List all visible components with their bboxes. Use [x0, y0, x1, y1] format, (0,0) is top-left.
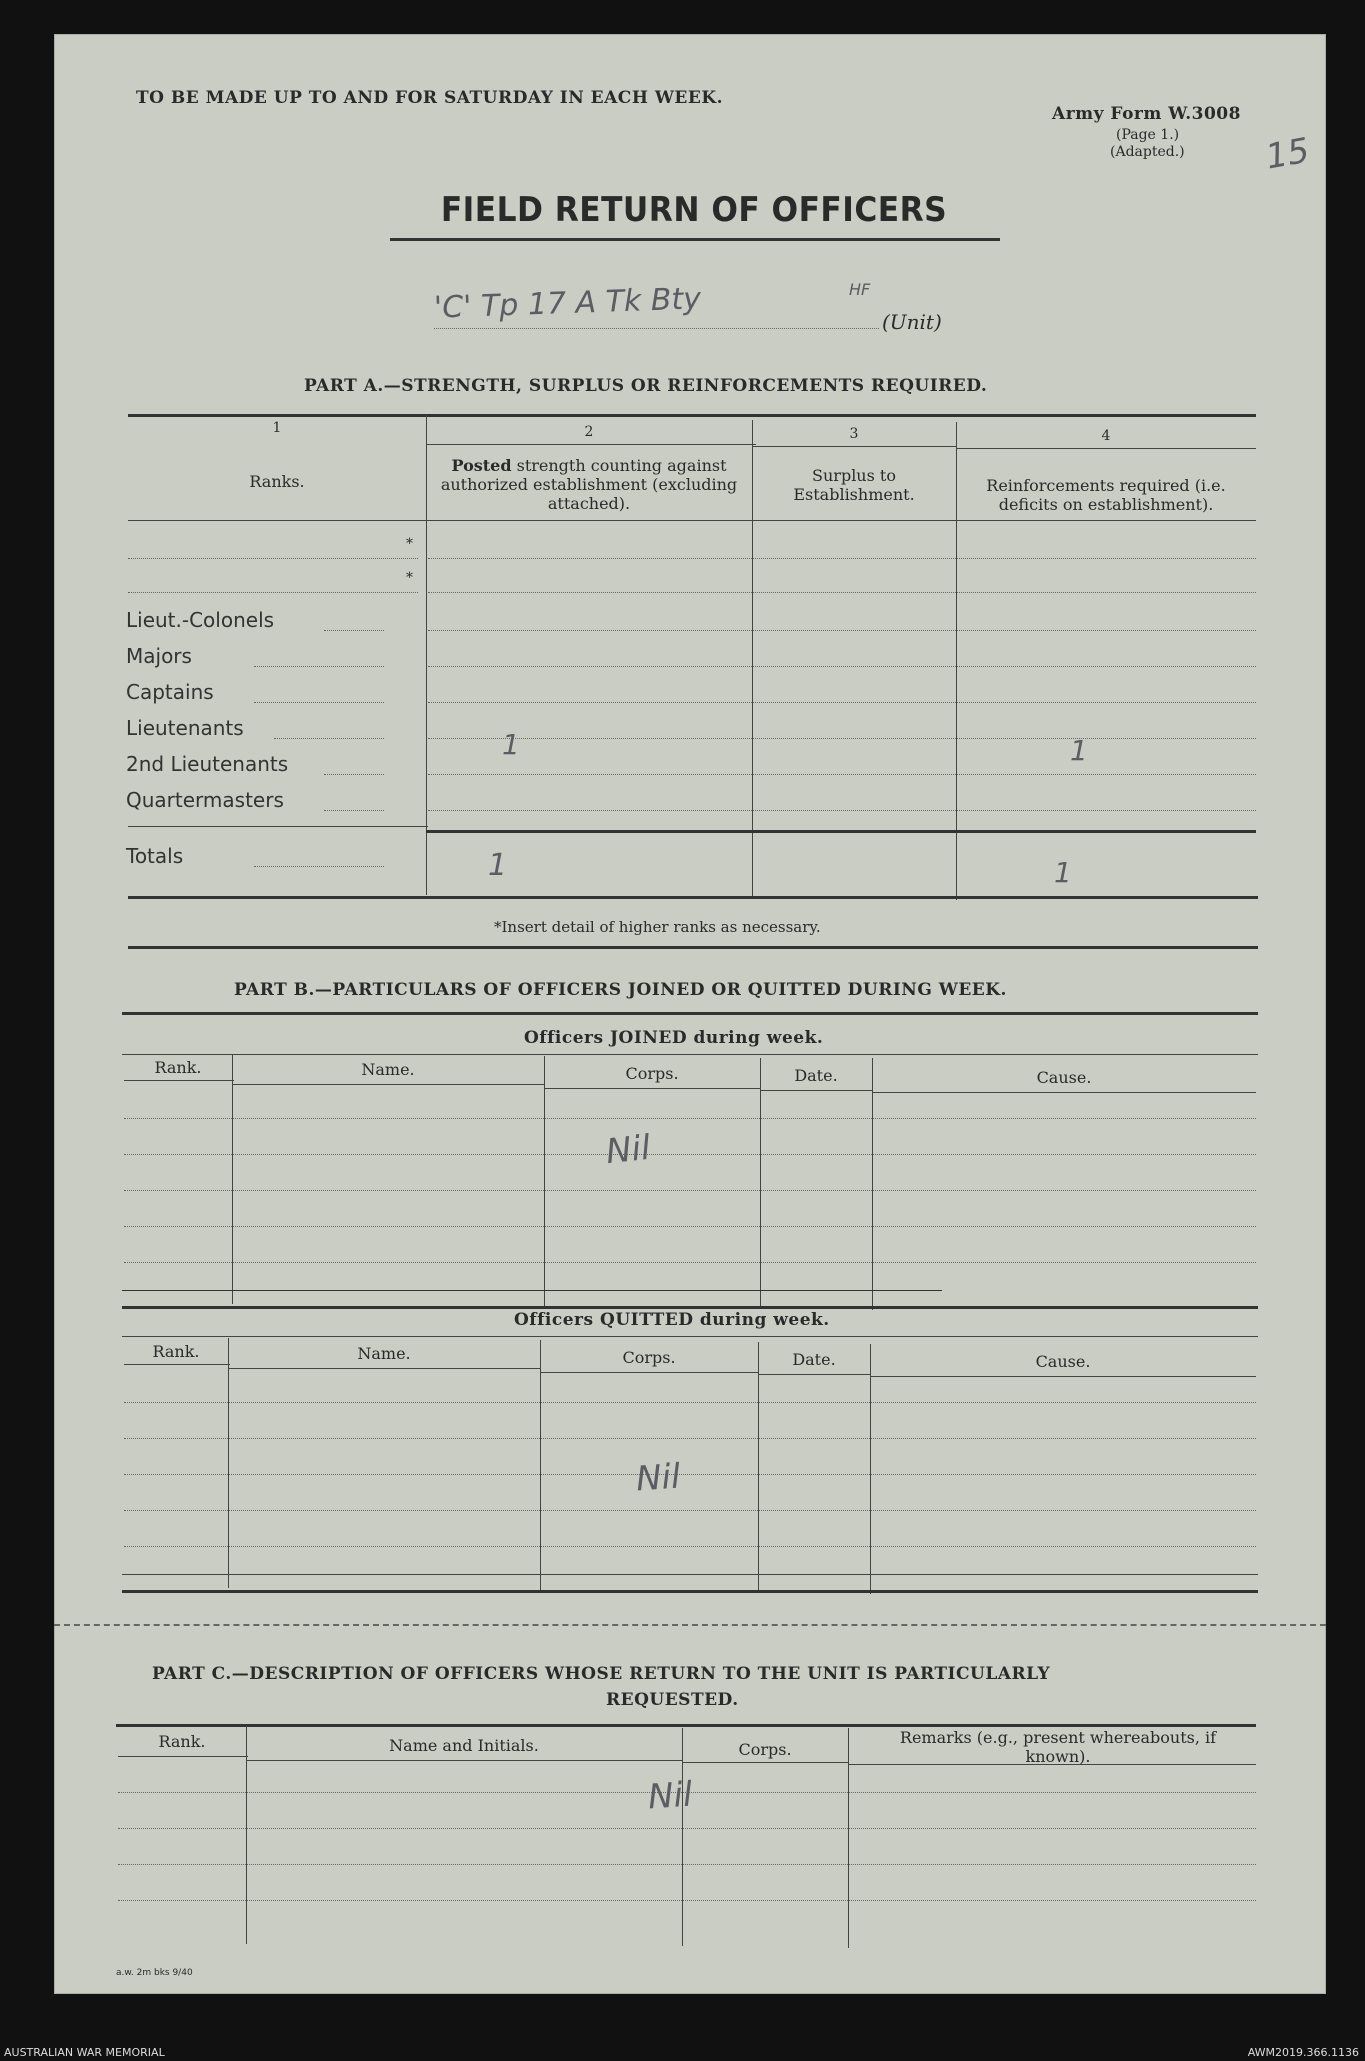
joined-div-4 [872, 1058, 873, 1310]
partc-row-3 [118, 1864, 1256, 1865]
part-a-header-rule [128, 520, 1256, 521]
quitted-col-corps: Corps. [622, 1348, 676, 1367]
grid-row-4 [428, 666, 1256, 667]
dots-r2 [254, 666, 384, 667]
joined-col-name: Name. [361, 1060, 415, 1079]
totals-reinforcements: 1 [1054, 856, 1072, 889]
form-title: FIELD RETURN OF OFFICERS [440, 190, 948, 230]
star-row-1-dots [128, 558, 418, 559]
partc-hdr-rule-4 [848, 1764, 1256, 1765]
grid-row-3 [428, 630, 1256, 631]
quitted-row-2 [124, 1438, 1256, 1439]
quitted-title-pre: Officers [514, 1310, 601, 1330]
quitted-col-rank: Rank. [152, 1342, 200, 1361]
star-1: * [406, 536, 413, 552]
unit-handwritten: 'C' Tp 17 A Tk Bty [433, 281, 702, 326]
col-number-1: 1 [272, 420, 282, 436]
unit-handwritten-sup: HF [849, 280, 871, 299]
joined-col-corps: Corps. [625, 1064, 679, 1083]
joined-title-key: JOINED [610, 1028, 688, 1048]
archive-footer-left: AUSTRALIAN WAR MEMORIAL [4, 2046, 165, 2059]
totals-rule-left [128, 826, 428, 827]
joined-div-2 [544, 1056, 545, 1306]
quitted-title [514, 1310, 830, 1330]
joined-title [524, 1028, 823, 1048]
part-a-col-divider-3 [956, 422, 957, 900]
partc-hdr-rule-3 [682, 1762, 848, 1763]
joined-hdr-rule-5 [872, 1092, 1256, 1093]
rank-captains: Captains [126, 680, 214, 704]
joined-row-4 [124, 1226, 1256, 1227]
part-a-col-divider-1 [426, 415, 427, 895]
totals-posted: 1 [488, 848, 508, 883]
joined-div-3 [760, 1058, 761, 1308]
quitted-row-1 [124, 1402, 1256, 1403]
joined-row-5 [124, 1262, 1256, 1263]
rank-quartermasters: Quartermasters [126, 788, 284, 812]
quitted-col-name: Name. [357, 1344, 411, 1363]
quitted-hdr-rule-4 [758, 1374, 870, 1375]
col-header-posted [430, 456, 748, 514]
joined-title-pre: Officers [524, 1028, 611, 1048]
rank-lieutenants: Lieutenants [126, 716, 244, 740]
dots-r5 [324, 774, 384, 775]
quitted-table-bottom [122, 1590, 1258, 1593]
col-number-4: 4 [1101, 428, 1111, 444]
posted-rest: strength counting against authorized establishment (excluding attached). [440, 456, 738, 514]
part-c-heading-2: REQUESTED. [606, 1690, 739, 1710]
partc-col-corps: Corps. [738, 1740, 792, 1759]
joined-col-date: Date. [794, 1066, 838, 1085]
quitted-row-4 [124, 1510, 1256, 1511]
totals-label: Totals [126, 844, 184, 868]
part-a-footnote-rule [128, 946, 1258, 949]
dots-r4 [274, 738, 384, 739]
col-num-rule-4 [956, 448, 1256, 449]
joined-hdr-rule-2 [232, 1084, 544, 1085]
partc-hdr-rule-2 [246, 1760, 682, 1761]
joined-div-1 [232, 1054, 233, 1304]
star-row-2-dots [128, 592, 418, 593]
quitted-hdr-rule-3 [540, 1372, 758, 1373]
quitted-div-2 [540, 1340, 541, 1590]
posted-bold: Posted [451, 456, 512, 475]
quitted-col-cause: Cause. [1035, 1352, 1091, 1371]
part-a-top-rule [128, 414, 1256, 417]
quitted-col-date: Date. [792, 1350, 836, 1369]
col-num-rule-3 [752, 446, 956, 447]
rank-lieut-colonels: Lieut.-Colonels [126, 608, 275, 632]
part-b-heading: PART B.—PARTICULARS OF OFFICERS JOINED OR QUITTED DURING WEEK. [234, 980, 1007, 1000]
form-number: Army Form W.3008 [1052, 104, 1241, 124]
quitted-hdr-rule-2 [228, 1368, 540, 1369]
joined-hdr-rule-1 [124, 1080, 234, 1081]
quitted-hdr-rule-1 [124, 1364, 230, 1365]
quitted-row-3 [124, 1474, 1256, 1475]
part-a-col-divider-2 [752, 420, 753, 898]
dots-r3 [254, 702, 384, 703]
partc-hdr-rule-1 [118, 1756, 248, 1757]
quitted-div-4 [870, 1344, 871, 1594]
quitted-hdr-rule-5 [870, 1376, 1256, 1377]
partc-entry: Nil [646, 1774, 694, 1818]
grid-row-2 [428, 592, 1256, 593]
partc-col-name: Name and Initials. [389, 1736, 539, 1755]
quitted-title-post: during week. [693, 1310, 830, 1330]
partc-row-4 [118, 1900, 1256, 1901]
joined-entry: Nil [604, 1127, 653, 1173]
rank-majors: Majors [126, 644, 192, 668]
quitted-entry: Nil [634, 1456, 682, 1500]
part-b-top-rule [122, 1012, 1258, 1015]
print-code: a.w. 2m bks 9/40 [116, 1968, 193, 1978]
quitted-div-1 [228, 1338, 229, 1588]
perforation-line [54, 1624, 1326, 1626]
partc-div-1 [246, 1726, 247, 1944]
joined-hdr-rule-4 [760, 1090, 872, 1091]
joined-table-top [122, 1054, 1258, 1055]
grid-row-5 [428, 702, 1256, 703]
form-page [54, 34, 1326, 1994]
col-header-reinforcements: Reinforcements required (i.e. deficits on establishment). [986, 476, 1226, 515]
partc-div-2 [682, 1728, 683, 1946]
dots-totals [254, 866, 384, 867]
joined-col-rank: Rank. [154, 1058, 202, 1077]
col-num-rule-2 [426, 444, 756, 445]
quitted-table-top [122, 1336, 1258, 1337]
quitted-title-key: QUITTED [600, 1310, 694, 1330]
part-c-heading-1: PART C.—DESCRIPTION OF OFFICERS WHOSE RETURN TO THE UNIT IS PARTICULARLY [152, 1664, 1051, 1684]
joined-row-2 [124, 1154, 1256, 1155]
adapted-label: (Adapted.) [1110, 144, 1185, 160]
lieutenants-reinforcements: 1 [1070, 734, 1088, 767]
grid-row-8 [428, 810, 1256, 811]
star-2: * [406, 570, 413, 586]
partc-col-remarks: Remarks (e.g., present whereabouts, if known). [899, 1728, 1217, 1767]
joined-col-cause: Cause. [1036, 1068, 1092, 1087]
joined-table-bottom [122, 1306, 1258, 1309]
lieutenants-posted: 1 [502, 728, 520, 761]
part-a-heading: PART A.—STRENGTH, SURPLUS OR REINFORCEMENTS REQUIRED. [304, 376, 988, 396]
totals-rule-right [426, 830, 1256, 833]
joined-table-inner-bottom [122, 1290, 942, 1291]
col-number-2: 2 [584, 424, 594, 440]
grid-row-7 [428, 774, 1256, 775]
joined-hdr-rule-3 [544, 1088, 760, 1089]
title-underline [390, 238, 1000, 241]
archive-footer-right: AWM2019.366.1136 [1247, 2046, 1359, 2059]
quitted-div-3 [758, 1342, 759, 1592]
partc-row-2 [118, 1828, 1256, 1829]
grid-row-1 [428, 558, 1256, 559]
quitted-table-inner-bottom [122, 1574, 1258, 1575]
unit-dotted-line [434, 328, 879, 329]
corner-handwritten-note: 15 [1262, 130, 1313, 178]
joined-title-post: during week. [687, 1028, 824, 1048]
partc-col-rank: Rank. [158, 1732, 206, 1751]
partc-div-3 [848, 1728, 849, 1948]
grid-row-6 [428, 738, 1256, 739]
col-header-ranks: Ranks. [249, 472, 305, 491]
part-c-top-rule [116, 1724, 1256, 1727]
joined-row-3 [124, 1190, 1256, 1191]
col-header-surplus: Surplus to Establishment. [793, 466, 915, 505]
dots-r1 [324, 630, 384, 631]
part-a-footnote: *Insert detail of higher ranks as necessary. [494, 918, 821, 936]
unit-label: (Unit) [882, 310, 942, 334]
instruction-text: TO BE MADE UP TO AND FOR SATURDAY IN EACH WEEK. [136, 88, 724, 108]
rank-2nd-lieutenants: 2nd Lieutenants [126, 752, 289, 776]
part-a-bottom-rule [128, 896, 1258, 899]
col-number-3: 3 [849, 426, 859, 442]
quitted-row-5 [124, 1546, 1256, 1547]
joined-row-1 [124, 1118, 1256, 1119]
page-label: (Page 1.) [1116, 127, 1180, 143]
dots-r6 [324, 810, 384, 811]
